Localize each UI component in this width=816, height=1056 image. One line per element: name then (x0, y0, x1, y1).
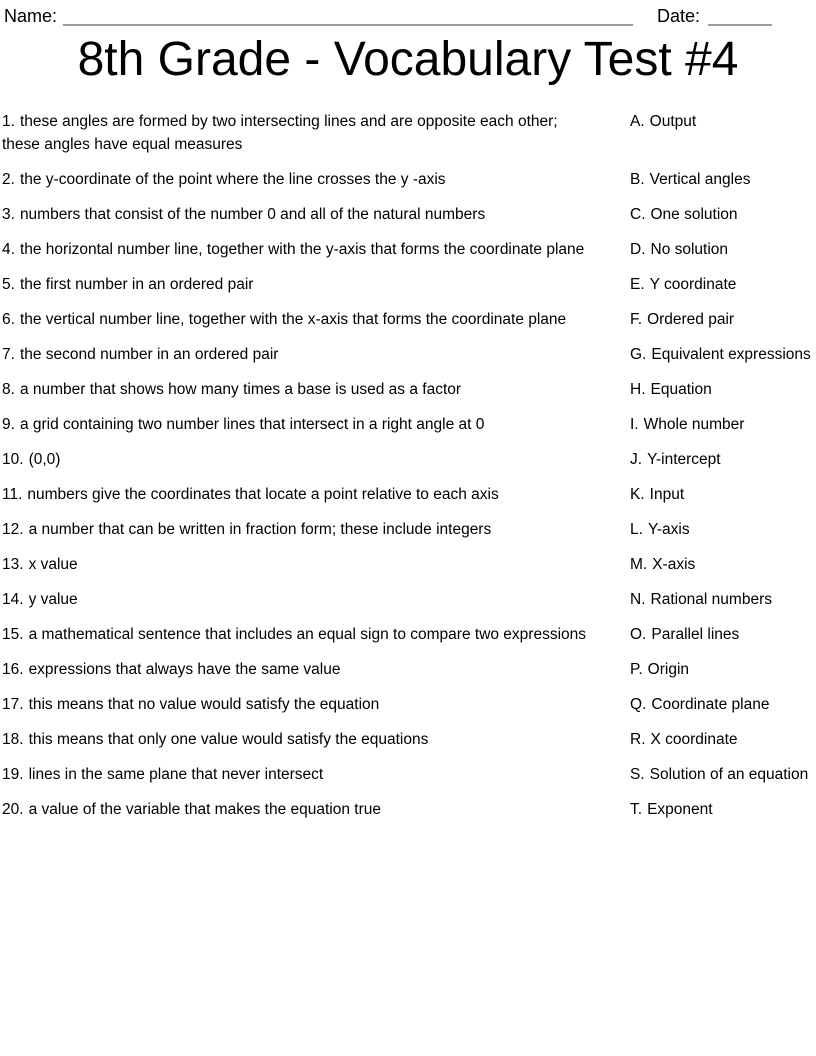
answer-item (630, 553, 816, 576)
question-number: 17. (2, 696, 24, 713)
question-item (2, 110, 630, 156)
answer-text: X-axis (652, 556, 696, 573)
answer-letter: R. (630, 731, 646, 748)
qa-row (2, 273, 816, 296)
question-item (2, 448, 630, 471)
question-text: a mathematical sentence that includes an equal sign to compare two expressions (28, 626, 587, 643)
answer-item (630, 623, 816, 646)
answer-item (630, 518, 816, 541)
name-label: Name: (4, 6, 58, 26)
question-number: 9. (2, 416, 15, 433)
question-number: 1. (2, 113, 15, 130)
question-item (2, 308, 630, 331)
answer-letter: B. (630, 171, 645, 188)
question-number: 13. (2, 556, 24, 573)
qa-row (2, 763, 816, 786)
answer-text: Whole number (643, 416, 745, 433)
qa-row (2, 203, 816, 226)
qa-row (2, 623, 816, 646)
answer-letter: G. (630, 346, 647, 363)
qa-row (2, 110, 816, 156)
qa-row (2, 483, 816, 506)
answer-letter: E. (630, 276, 645, 293)
question-item (2, 343, 630, 366)
answer-text: Coordinate plane (651, 696, 770, 713)
question-item (2, 728, 630, 751)
question-text: numbers give the coordinates that locate a point relative to each axis (27, 486, 499, 503)
question-item (2, 798, 630, 821)
qa-row (2, 798, 816, 821)
question-item (2, 273, 630, 296)
question-number: 3. (2, 206, 15, 223)
answer-letter: M. (630, 556, 648, 573)
question-text: y value (28, 591, 78, 608)
answer-letter: K. (630, 486, 645, 503)
answer-letter: C. (630, 206, 646, 223)
answer-letter: F. (630, 311, 643, 328)
question-item (2, 553, 630, 576)
question-item (2, 658, 630, 681)
question-number: 12. (2, 521, 24, 538)
question-item (2, 378, 630, 401)
answer-text: Y coordinate (649, 276, 737, 293)
question-text: a grid containing two number lines that intersect in a right angle at 0 (19, 416, 485, 433)
answer-letter: Q. (630, 696, 647, 713)
question-number: 18. (2, 731, 24, 748)
question-text: the horizontal number line, together with the y-axis that forms the coordinate plane (19, 241, 585, 258)
answer-item (630, 413, 816, 436)
question-text: the y-coordinate of the point where the line crosses the y -axis (19, 171, 446, 188)
question-text: the second number in an ordered pair (19, 346, 279, 363)
answer-text: Parallel lines (651, 626, 740, 643)
question-item (2, 483, 630, 506)
question-item (2, 413, 630, 436)
answer-text: Y-intercept (647, 451, 721, 468)
answer-item (630, 203, 816, 226)
question-text: this means that only one value would satisfy the equations (28, 731, 429, 748)
answer-letter: I. (630, 416, 639, 433)
answer-text: Solution of an equation (649, 766, 809, 783)
qa-row (2, 693, 816, 716)
qa-row (2, 658, 816, 681)
answer-letter: D. (630, 241, 646, 258)
qa-row (2, 308, 816, 331)
answer-item (630, 273, 816, 296)
question-number: 8. (2, 381, 15, 398)
date-blank-line (708, 4, 772, 26)
question-number: 2. (2, 171, 15, 188)
answer-item (630, 343, 816, 366)
question-item (2, 238, 630, 261)
answer-text: Output (649, 113, 697, 130)
qa-row (2, 553, 816, 576)
answer-item (630, 658, 816, 681)
question-number: 11. (2, 486, 23, 503)
question-number: 7. (2, 346, 15, 363)
question-text: the vertical number line, together with the x-axis that forms the coordinate plane (19, 311, 567, 328)
answer-letter: N. (630, 591, 646, 608)
question-number: 16. (2, 661, 24, 678)
answer-item (630, 693, 816, 716)
answer-item (630, 728, 816, 751)
date-label: Date: (656, 6, 700, 26)
question-number: 5. (2, 276, 15, 293)
answer-letter: O. (630, 626, 647, 643)
qa-row (2, 728, 816, 751)
answer-letter: T. (630, 801, 643, 818)
question-item (2, 693, 630, 716)
qa-row (2, 168, 816, 191)
question-text: this means that no value would satisfy the equation (28, 696, 380, 713)
answer-text: Rational numbers (650, 591, 772, 608)
answer-letter: S. (630, 766, 645, 783)
qa-row (2, 413, 816, 436)
answer-letter: L. (630, 521, 643, 538)
question-item (2, 518, 630, 541)
answer-item (630, 448, 816, 471)
question-text: a value of the variable that makes the equation true (28, 801, 381, 818)
answer-text: Y-axis (647, 521, 690, 538)
answer-letter: A. (630, 113, 645, 130)
question-item (2, 588, 630, 611)
answer-text: Origin (647, 661, 690, 678)
qa-row (2, 588, 816, 611)
answer-text: One solution (650, 206, 738, 223)
answer-letter: P. (630, 661, 643, 678)
qa-row (2, 448, 816, 471)
question-number: 4. (2, 241, 15, 258)
answer-item (630, 378, 816, 401)
answer-text: Equivalent expressions (651, 346, 811, 363)
answer-text: Ordered pair (647, 311, 735, 328)
question-text: (0,0) (28, 451, 61, 468)
answer-item (630, 308, 816, 331)
answer-text: No solution (650, 241, 729, 258)
qa-list (0, 110, 816, 821)
question-item (2, 763, 630, 786)
answer-text: Equation (650, 381, 712, 398)
qa-row (2, 518, 816, 541)
question-number: 10. (2, 451, 24, 468)
qa-row (2, 343, 816, 366)
answer-text: X coordinate (650, 731, 738, 748)
question-item (2, 623, 630, 646)
question-item (2, 203, 630, 226)
answer-item (630, 763, 816, 786)
question-number: 19. (2, 766, 24, 783)
answer-letter: J. (630, 451, 643, 468)
answer-text: Input (649, 486, 685, 503)
question-item (2, 168, 630, 191)
question-text: x value (28, 556, 78, 573)
question-text: numbers that consist of the number 0 and all of the natural numbers (19, 206, 486, 223)
question-text: lines in the same plane that never intersect (28, 766, 324, 783)
qa-row (2, 378, 816, 401)
answer-item (630, 588, 816, 611)
answer-item (630, 168, 816, 191)
answer-item (630, 483, 816, 506)
question-text: expressions that always have the same value (28, 661, 341, 678)
question-number: 20. (2, 801, 24, 818)
question-text: a number that can be written in fraction form; these include integers (28, 521, 492, 538)
qa-row (2, 238, 816, 261)
worksheet-header (0, 0, 816, 26)
answer-item (630, 110, 816, 133)
answer-item (630, 238, 816, 261)
question-text: a number that shows how many times a base is used as a factor (19, 381, 462, 398)
answer-text: Vertical angles (649, 171, 751, 188)
question-number: 15. (2, 626, 24, 643)
question-number: 6. (2, 311, 15, 328)
page-title: 8th Grade - Vocabulary Test #4 (77, 33, 739, 86)
question-number: 14. (2, 591, 24, 608)
question-text: the first number in an ordered pair (19, 276, 254, 293)
answer-letter: H. (630, 381, 646, 398)
answer-item (630, 798, 816, 821)
answer-text: Exponent (647, 801, 713, 818)
name-blank-line (63, 4, 633, 26)
question-text: these angles are formed by two intersecting lines and are opposite each other; these angles have equal measures (2, 113, 558, 153)
